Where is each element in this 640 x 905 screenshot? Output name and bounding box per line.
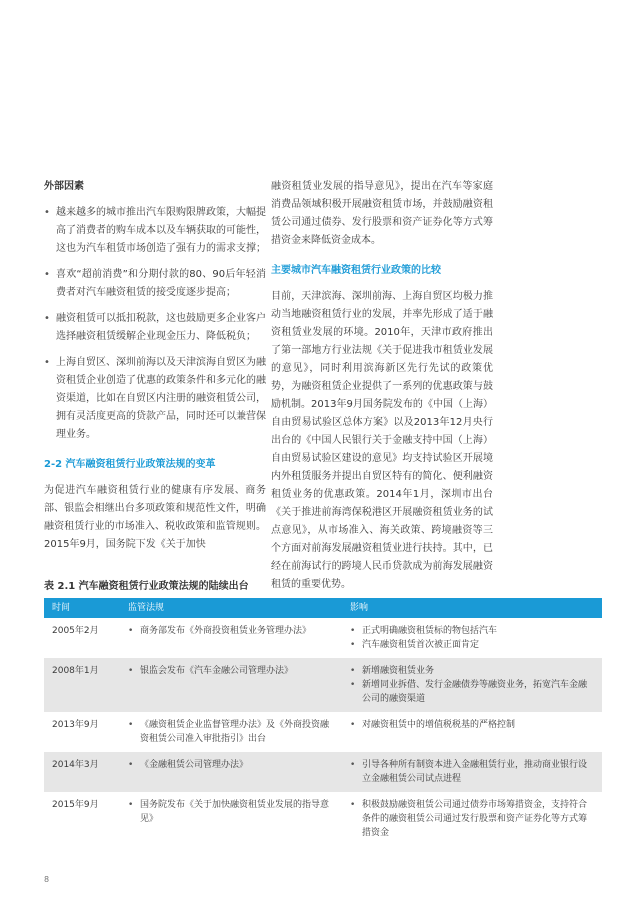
cell-time: 2015年9月: [44, 792, 120, 846]
list-item: • 喜欢“超前消费”和分期付款的80、90后年轻消费者对汽车融资租赁的接受度逐步提高；: [44, 266, 266, 302]
cell-time: 2014年3月: [44, 752, 120, 792]
table-caption: 表 2.1 汽车融资租赁行业政策法规的陆续出台: [44, 581, 249, 592]
cell-regulation: • 《融资租赁企业监督管理办法》及《外商投资融资租赁公司准入审批指引》出台: [128, 718, 334, 746]
body-paragraph: 为促进汽车融资租赁行业的健康有序发展、商务部、银监会相继出台多项政策和规范性文件，明确融资租赁行业的市场准入、税收政策和监管规则。2015年9月，国务院下发《关于加快: [44, 485, 266, 550]
cell-impact: • 积极鼓励融资租赁公司通过债券市场筹措资金，支持符合条件的融资租赁公司通过发行股票和资产证券化等方式筹措资金: [350, 798, 594, 840]
list-item: • 越来越多的城市推出汽车限购限牌政策，大幅提高了消费者的购车成本以及车辆获取的可能性，这也为汽车租赁市场创造了强有力的需求支撑；: [44, 204, 266, 258]
policy-table: [44, 598, 602, 846]
cell-impact: • 新增同业拆借、发行金融债券等融资业务，拓宽汽车金融公司的融资渠道: [350, 678, 594, 706]
right-column: [271, 178, 493, 602]
cell-regulation: • 商务部发布《外商投资租赁业务管理办法》: [128, 624, 334, 638]
external-factors-list: [44, 204, 266, 444]
cell-regulation: • 银监会发布《汽车金融公司管理办法》: [128, 664, 334, 678]
table-row: [44, 618, 602, 658]
table-header-row: [44, 598, 602, 618]
cell-impact: • 对融资租赁中的增值税税基的严格控制: [350, 718, 594, 732]
cell-time: 2005年2月: [44, 618, 120, 658]
cell-impact: • 新增融资租赁业务: [350, 664, 594, 678]
subsection-title: 主要城市汽车融资租赁行业政策的比较: [271, 265, 441, 276]
cell-impact: • 汽车融资租赁首次被正面肯定: [350, 638, 594, 652]
header-time: 时间: [44, 598, 120, 618]
header-regulation: 监管法规: [120, 598, 342, 618]
cell-time: 2013年9月: [44, 712, 120, 752]
section-title: 2-2 汽车融资租赁行业政策法规的变革: [44, 459, 216, 470]
body-paragraph: 目前，天津滨海、深圳前海、上海自贸区均极力推动当地融资租赁行业的发展，并率先形成了适于融资租赁业发展的环境。2010年，天津市政府推出了第一部地方行业法规《关于促进我市租赁业发展的意见》，同时利用滨海新区先行先试的政策优势，为融资租赁企业提供了一系列的优惠政策与鼓励机制。2013年9月国务院发布的《中国（上海）自由贸易试验区总体方案》以及2013年12月央行出台的《中国人民银行关于金融支持中国（上海）自由贸易试验区建设的意见》均支持试验区开展境内外租赁服务并提出自贸区特有的简化、便利融资租赁业务的优惠政策。2014年1月，深圳市出台《关于推进前海湾保税港区开展融资租赁业务的试点意见》，从市场准入、海关政策、跨境融资等三个方面对前海发展融资租赁业进行扶持。其中，已经在前海试行的跨境人民币贷款成为前海发展融资租赁的重要优势。: [271, 291, 493, 590]
cell-impact: • 引导各种所有制资本进入金融租赁行业，推动商业银行设立金融租赁公司试点进程: [350, 758, 594, 786]
cell-time: 2008年1月: [44, 658, 120, 712]
table-row: [44, 658, 602, 712]
external-factors-heading: 外部因素: [44, 181, 84, 192]
left-column: [44, 178, 266, 562]
page-number: 8: [44, 875, 50, 884]
header-impact: 影响: [342, 598, 602, 618]
table-row: [44, 712, 602, 752]
cell-regulation: • 国务院发布《关于加快融资租赁业发展的指导意见》: [128, 798, 334, 826]
list-item: • 上海自贸区、深圳前海以及天津滨海自贸区为融资租赁企业创造了优惠的政策条件和多元化的融资渠道，比如在自贸区内注册的融资租赁公司，拥有灵活度更高的贷款产品，同时还可以兼营保理业务。: [44, 354, 266, 444]
table-row: [44, 792, 602, 846]
list-item: • 融资租赁可以抵扣税款，这也鼓励更多企业客户选择融资租赁缓解企业现金压力、降低税负；: [44, 310, 266, 346]
cell-regulation: • 《金融租赁公司管理办法》: [128, 758, 334, 772]
cell-impact: • 正式明确融资租赁标的物包括汽车: [350, 624, 594, 638]
table-row: [44, 752, 602, 792]
body-paragraph: 融资租赁业发展的指导意见》，提出在汽车等家庭消费品领域积极开展融资租赁市场，并鼓励融资租赁公司通过债券、发行股票和资产证券化等方式筹措资金来降低资金成本。: [271, 181, 493, 246]
